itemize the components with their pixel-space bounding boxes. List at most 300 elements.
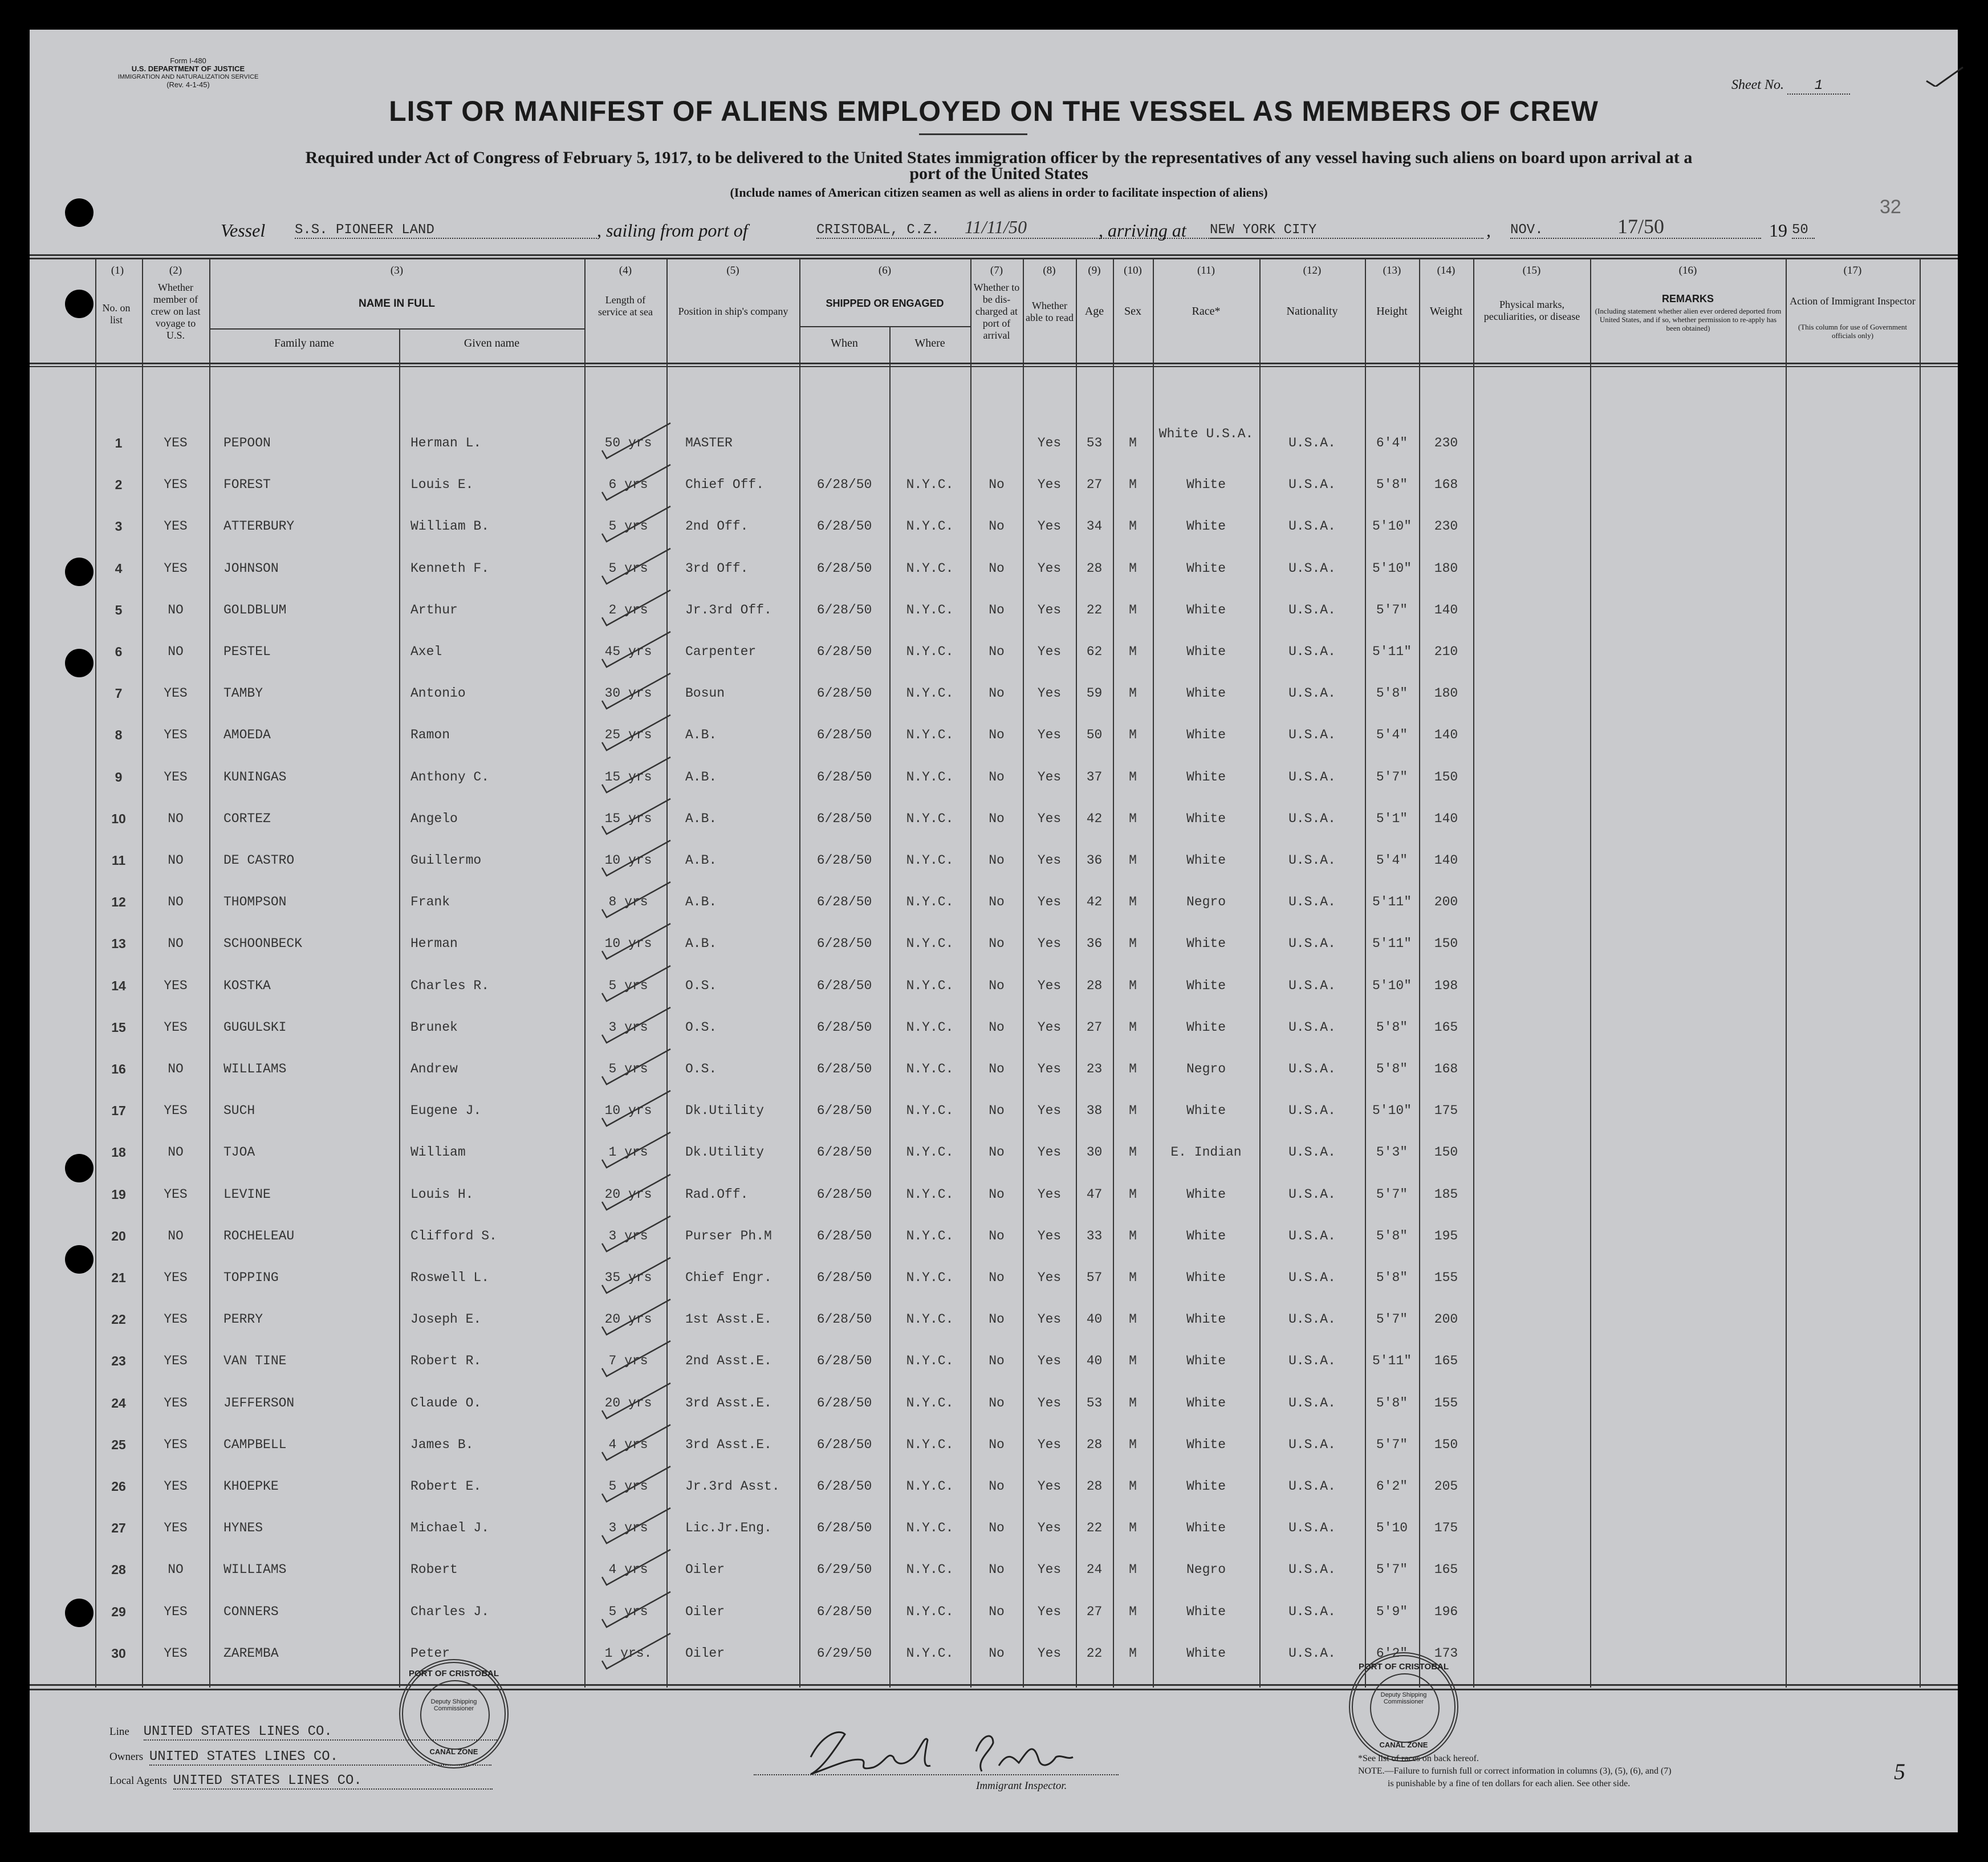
col7-header: Whether to be dis-charged at port of arrival <box>973 282 1020 341</box>
cell-when: 6/28/50 <box>816 686 872 701</box>
check-mark-icon <box>600 588 674 628</box>
cell-discharged: No <box>989 1395 1005 1410</box>
cell-service: 20 yrs <box>604 1312 652 1327</box>
cell-weight: 140 <box>1434 602 1458 617</box>
cell-read: Yes <box>1037 895 1062 910</box>
cell-where: N.Y.C. <box>906 727 954 743</box>
cell-race: White <box>1186 519 1226 534</box>
page-mark: 5 <box>1894 1759 1905 1784</box>
cell-where: N.Y.C. <box>906 1019 954 1035</box>
cell-family-name: ZAREMBA <box>223 1645 279 1661</box>
cell-service: 8 yrs <box>608 895 648 910</box>
col6-num: (6) <box>878 265 892 277</box>
cell-nationality: U.S.A. <box>1288 1062 1336 1076</box>
col7-num: (7) <box>990 265 1003 277</box>
check-mark-icon <box>600 1464 674 1504</box>
cell-given-name: William <box>410 1145 466 1160</box>
cell-no: 9 <box>115 769 123 784</box>
department: U.S. DEPARTMENT OF JUSTICE <box>131 64 245 73</box>
cell-crew: NO <box>168 1145 184 1160</box>
cell-race: White <box>1186 1019 1226 1035</box>
cell-where: N.Y.C. <box>906 1395 954 1410</box>
cell-age: 38 <box>1086 1103 1103 1119</box>
check-mark-icon <box>600 921 674 961</box>
cell-read: Yes <box>1037 436 1062 450</box>
cell-no: 27 <box>111 1521 126 1536</box>
cell-read: Yes <box>1037 1437 1062 1452</box>
cell-discharged: No <box>989 1103 1005 1119</box>
cell-weight: 140 <box>1434 853 1458 868</box>
cell-where: N.Y.C. <box>906 1562 954 1578</box>
cell-age: 23 <box>1086 1062 1103 1076</box>
cell-discharged: No <box>989 1645 1005 1661</box>
cell-family-name: PERRY <box>223 1312 263 1327</box>
cell-read: Yes <box>1037 1186 1062 1202</box>
cell-where: N.Y.C. <box>906 811 954 826</box>
cell-given-name: Anthony C. <box>410 769 490 784</box>
cell-read: Yes <box>1037 477 1062 493</box>
punch-hole <box>65 1599 93 1627</box>
punch-hole <box>65 649 93 677</box>
column-rule <box>1786 258 1787 1688</box>
cell-given-name: Charles J. <box>410 1604 490 1619</box>
cell-weight: 196 <box>1434 1604 1458 1619</box>
cell-crew: YES <box>164 1645 188 1661</box>
column-rule <box>970 258 971 1688</box>
cell-read: Yes <box>1037 1270 1062 1285</box>
cell-nationality: U.S.A. <box>1288 811 1336 826</box>
cell-service: 1 yrs. <box>604 1645 652 1661</box>
cell-read: Yes <box>1037 686 1062 701</box>
cell-sex: M <box>1129 727 1137 743</box>
cell-discharged: No <box>989 560 1005 576</box>
cell-age: 36 <box>1086 936 1103 952</box>
col4-num: (4) <box>619 265 632 277</box>
cell-given-name: James B. <box>410 1437 474 1452</box>
cell-where: N.Y.C. <box>906 1521 954 1536</box>
cell-service: 1 yrs <box>608 1145 648 1160</box>
cell-race: White U.S.A. <box>1158 426 1254 441</box>
stamp-zone-text: CANAL ZONE <box>1379 1741 1428 1749</box>
cell-crew: YES <box>164 1604 188 1619</box>
year-suffix: 50 <box>1792 222 1815 239</box>
cell-no: 16 <box>111 1062 126 1076</box>
cell-discharged: No <box>989 1019 1005 1035</box>
cell-crew: NO <box>168 853 184 868</box>
cell-read: Yes <box>1037 602 1062 617</box>
cell-family-name: FOREST <box>223 477 271 493</box>
cell-when: 6/28/50 <box>816 936 872 952</box>
cell-discharged: No <box>989 1228 1005 1243</box>
cell-sex: M <box>1129 936 1137 952</box>
cell-service: 10 yrs <box>604 936 652 952</box>
check-mark-icon <box>600 546 674 586</box>
check-mark-icon <box>600 713 674 753</box>
cell-weight: 150 <box>1434 936 1458 952</box>
cell-given-name: Antonio <box>410 686 466 701</box>
cell-crew: NO <box>168 602 184 617</box>
cell-age: 33 <box>1086 1228 1103 1243</box>
cell-when: 6/28/50 <box>816 978 872 993</box>
cell-where: N.Y.C. <box>906 686 954 701</box>
cell-discharged: No <box>989 811 1005 826</box>
cell-age: 36 <box>1086 853 1103 868</box>
cell-where: N.Y.C. <box>906 602 954 617</box>
cell-weight: 175 <box>1434 1103 1458 1119</box>
check-mark-icon <box>600 629 674 669</box>
col9-num: (9) <box>1088 265 1101 277</box>
cell-discharged: No <box>989 936 1005 952</box>
cell-race: White <box>1186 477 1226 493</box>
col17-num: (17) <box>1843 265 1862 277</box>
sheet-label: Sheet No. <box>1731 78 1784 92</box>
cell-discharged: No <box>989 686 1005 701</box>
cell-when: 6/28/50 <box>816 853 872 868</box>
form-number: Form I-480 <box>170 56 206 65</box>
cell-when: 6/29/50 <box>816 1645 872 1661</box>
cell-family-name: KUNINGAS <box>223 769 287 784</box>
cell-family-name: SCHOONBECK <box>223 936 303 952</box>
cell-where: N.Y.C. <box>906 1645 954 1661</box>
column-rule <box>1365 258 1366 1688</box>
cell-given-name: Michael J. <box>410 1521 490 1536</box>
cell-position: Purser Ph.M <box>685 1228 772 1243</box>
cell-nationality: U.S.A. <box>1288 727 1336 743</box>
vessel-name: S.S. PIONEER LAND <box>295 222 597 239</box>
cell-given-name: Louis E. <box>410 477 474 493</box>
note-fine: is punishable by a fine of ten dollars for each alien. See other side. <box>1388 1779 1631 1788</box>
column-rule <box>799 258 800 1688</box>
cell-no: 17 <box>111 1103 126 1119</box>
cell-age: 62 <box>1086 644 1103 659</box>
cell-read: Yes <box>1037 1312 1062 1327</box>
cell-sex: M <box>1129 1353 1137 1369</box>
cell-weight: 175 <box>1434 1521 1458 1536</box>
column-rule <box>142 258 143 1688</box>
subtitle-line-1: Required under Act of Congress of February 5, 1917, to be delivered to the United States immigration officer by the representatives of any vessel having such aliens on board upon arrival at a <box>305 148 1693 167</box>
cell-crew: YES <box>164 727 188 743</box>
cell-position: Dk.Utility <box>685 1103 765 1119</box>
footer-agents-value: UNITED STATES LINES CO. <box>173 1773 493 1790</box>
check-mark-icon <box>600 1047 674 1087</box>
cell-race: Negro <box>1186 1562 1226 1578</box>
cell-weight: 165 <box>1434 1353 1458 1369</box>
column-rule <box>209 258 210 1688</box>
cell-height: 5'7" <box>1376 1312 1408 1327</box>
cell-sex: M <box>1129 477 1137 493</box>
cell-when: 6/28/50 <box>816 1437 872 1452</box>
cell-where: N.Y.C. <box>906 1353 954 1369</box>
cell-age: 28 <box>1086 560 1103 576</box>
col16-subheader: (Including statement whether alien ever ordered deported from United States, and if so, whether permission to re-apply has been obtained) <box>1595 307 1782 332</box>
cell-discharged: No <box>989 895 1005 910</box>
cell-service: 4 yrs <box>608 1562 648 1578</box>
cell-crew: YES <box>164 519 188 534</box>
cell-crew: NO <box>168 1228 184 1243</box>
cell-when: 6/28/50 <box>816 519 872 534</box>
cell-height: 6'2" <box>1376 1645 1408 1661</box>
cell-position: O.S. <box>685 1062 717 1076</box>
cell-read: Yes <box>1037 1145 1062 1160</box>
cell-age: 42 <box>1086 811 1103 826</box>
cell-service: 7 yrs <box>608 1353 648 1369</box>
cell-given-name: Guillermo <box>410 853 482 868</box>
cell-no: 24 <box>111 1395 126 1410</box>
cell-given-name: Roswell L. <box>410 1270 490 1285</box>
cell-weight: 230 <box>1434 519 1458 534</box>
cell-discharged: No <box>989 477 1005 493</box>
cell-weight: 210 <box>1434 644 1458 659</box>
cell-sex: M <box>1129 895 1137 910</box>
cell-service: 6 yrs <box>608 477 648 493</box>
check-mark-icon <box>600 1589 674 1629</box>
cell-position: Oiler <box>685 1604 725 1619</box>
cell-where: N.Y.C. <box>906 895 954 910</box>
cell-position: 3rd Off. <box>685 560 749 576</box>
check-mark-icon <box>600 1422 674 1462</box>
vessel-label: Vessel <box>221 220 266 241</box>
cell-race: White <box>1186 560 1226 576</box>
column-rule <box>1259 258 1261 1688</box>
cell-no: 2 <box>115 477 123 493</box>
cell-sex: M <box>1129 602 1137 617</box>
cell-discharged: No <box>989 1479 1005 1494</box>
cell-sex: M <box>1129 811 1137 826</box>
cell-race: White <box>1186 853 1226 868</box>
cell-given-name: Frank <box>410 895 450 910</box>
cell-no: 14 <box>111 978 126 993</box>
cell-when: 6/28/50 <box>816 1270 872 1285</box>
cell-weight: 230 <box>1434 436 1458 450</box>
cell-race: Negro <box>1186 1062 1226 1076</box>
cell-given-name: Herman L. <box>410 436 482 450</box>
cell-service: 5 yrs <box>608 519 648 534</box>
cell-race: Negro <box>1186 895 1226 910</box>
cell-position: O.S. <box>685 1019 717 1035</box>
cell-position: Rad.Off. <box>685 1186 749 1202</box>
cell-weight: 165 <box>1434 1019 1458 1035</box>
cell-position: 2nd Off. <box>685 519 749 534</box>
cell-weight: 205 <box>1434 1479 1458 1494</box>
service-name: IMMIGRATION AND NATURALIZATION SERVICE <box>117 74 259 80</box>
cell-age: 28 <box>1086 1479 1103 1494</box>
cell-family-name: THOMPSON <box>223 895 287 910</box>
cell-sex: M <box>1129 1228 1137 1243</box>
cell-service: 30 yrs <box>604 686 652 701</box>
cell-no: 28 <box>111 1562 126 1578</box>
cell-service: 20 yrs <box>604 1186 652 1202</box>
check-mark-icon <box>600 462 674 502</box>
cell-nationality: U.S.A. <box>1288 978 1336 993</box>
cell-age: 24 <box>1086 1562 1103 1578</box>
cell-weight: 150 <box>1434 1145 1458 1160</box>
cell-service: 35 yrs <box>604 1270 652 1285</box>
check-mark-icon <box>600 504 674 544</box>
cell-where: N.Y.C. <box>906 1437 954 1452</box>
cell-read: Yes <box>1037 1062 1062 1076</box>
cell-service: 2 yrs <box>608 602 648 617</box>
year-prefix: 19 <box>1769 220 1787 241</box>
cell-crew: YES <box>164 1312 188 1327</box>
cell-sex: M <box>1129 1186 1137 1202</box>
cell-height: 5'10" <box>1372 519 1412 534</box>
col9-header: Age <box>1084 305 1104 318</box>
cell-discharged: No <box>989 1562 1005 1578</box>
cell-nationality: U.S.A. <box>1288 602 1336 617</box>
col3-num: (3) <box>390 265 404 277</box>
cell-service: 5 yrs <box>608 1062 648 1076</box>
cell-weight: 155 <box>1434 1395 1458 1410</box>
cell-weight: 168 <box>1434 477 1458 493</box>
cell-weight: 140 <box>1434 811 1458 826</box>
cell-race: White <box>1186 602 1226 617</box>
sailing-port: CRISTOBAL, C.Z. <box>816 222 1273 239</box>
col13-num: (13) <box>1383 265 1401 277</box>
cell-weight: 180 <box>1434 560 1458 576</box>
cell-crew: NO <box>168 644 184 659</box>
cell-no: 12 <box>111 895 126 910</box>
cell-no: 21 <box>111 1270 126 1285</box>
arrival-month: NOV. <box>1510 222 1761 239</box>
cell-sex: M <box>1129 978 1137 993</box>
cell-discharged: No <box>989 1062 1005 1076</box>
cell-position: MASTER <box>685 436 733 450</box>
column-rule <box>1590 258 1591 1688</box>
cell-height: 5'7" <box>1376 1437 1408 1452</box>
cell-given-name: Kenneth F. <box>410 560 490 576</box>
cell-when: 6/28/50 <box>816 1395 872 1410</box>
cell-nationality: U.S.A. <box>1288 1521 1336 1536</box>
cell-sex: M <box>1129 1062 1137 1076</box>
cell-no: 3 <box>115 519 123 534</box>
cell-where: N.Y.C. <box>906 936 954 952</box>
col2-num: (2) <box>169 265 182 277</box>
cell-when: 6/28/50 <box>816 811 872 826</box>
col11-header: Race* <box>1192 305 1221 318</box>
cell-height: 5'8" <box>1376 477 1408 493</box>
column-rule <box>95 258 96 1688</box>
cell-where: N.Y.C. <box>906 519 954 534</box>
cell-no: 30 <box>111 1645 126 1661</box>
stamp-inner-text: Deputy Shipping Commissioner <box>1380 1692 1427 1705</box>
cell-given-name: Clifford S. <box>410 1228 497 1243</box>
cell-family-name: WILLIAMS <box>223 1562 287 1578</box>
cell-sex: M <box>1129 1437 1137 1452</box>
check-mark-icon <box>600 671 674 711</box>
cell-service: 10 yrs <box>604 853 652 868</box>
cell-race: White <box>1186 1312 1226 1327</box>
cell-given-name: Robert R. <box>410 1353 482 1369</box>
page-title: LIST OR MANIFEST OF ALIENS EMPLOYED ON THE VESSEL AS MEMBERS OF CREW <box>389 95 1599 127</box>
cell-when: 6/28/50 <box>816 727 872 743</box>
cell-when: 6/28/50 <box>816 1228 872 1243</box>
cell-age: 28 <box>1086 1437 1103 1452</box>
cell-position: 3rd Asst.E. <box>685 1437 772 1452</box>
cell-no: 23 <box>111 1353 126 1369</box>
cell-position: A.B. <box>685 769 717 784</box>
cell-sex: M <box>1129 686 1137 701</box>
cell-where: N.Y.C. <box>906 1479 954 1494</box>
cell-service: 15 yrs <box>604 811 652 826</box>
cell-height: 5'8" <box>1376 686 1408 701</box>
cell-height: 5'4" <box>1376 727 1408 743</box>
cell-race: White <box>1186 727 1226 743</box>
sailing-label: , sailing from port of <box>597 220 748 241</box>
cell-age: 22 <box>1086 602 1103 617</box>
cell-position: A.B. <box>685 727 717 743</box>
cell-position: A.B. <box>685 853 717 868</box>
arriving-port: NEW YORK CITY <box>1210 222 1483 239</box>
cell-height: 5'4" <box>1376 853 1408 868</box>
cell-when: 6/28/50 <box>816 560 872 576</box>
cell-family-name: KOSTKA <box>223 978 271 993</box>
cell-crew: NO <box>168 811 184 826</box>
cell-family-name: GOLDBLUM <box>223 602 287 617</box>
cell-age: 22 <box>1086 1521 1103 1536</box>
cell-race: White <box>1186 811 1226 826</box>
check-mark-icon <box>600 1381 674 1421</box>
col6-header: SHIPPED OR ENGAGED <box>826 298 944 309</box>
cell-service: 25 yrs <box>604 727 652 743</box>
cell-nationality: U.S.A. <box>1288 1019 1336 1035</box>
col1-num: (1) <box>111 265 124 277</box>
cell-family-name: PESTEL <box>223 644 271 659</box>
cell-weight: 168 <box>1434 1062 1458 1076</box>
col6-when-header: When <box>831 337 858 349</box>
cell-no: 5 <box>115 602 123 617</box>
cell-given-name: Peter <box>410 1645 450 1661</box>
cell-read: Yes <box>1037 727 1062 743</box>
cell-race: White <box>1186 978 1226 993</box>
cell-race: White <box>1186 769 1226 784</box>
cell-read: Yes <box>1037 978 1062 993</box>
cell-crew: NO <box>168 1062 184 1076</box>
cell-position: 1st Asst.E. <box>685 1312 772 1327</box>
revision: (Rev. 4-1-45) <box>166 80 210 89</box>
cell-when: 6/28/50 <box>816 1186 872 1202</box>
cell-weight: 150 <box>1434 1437 1458 1452</box>
cell-position: A.B. <box>685 895 717 910</box>
arriving-label: , arriving at <box>1099 220 1186 241</box>
column-rule <box>1473 258 1474 1688</box>
cell-nationality: U.S.A. <box>1288 1270 1336 1285</box>
cell-race: White <box>1186 1479 1226 1494</box>
cell-sex: M <box>1129 1312 1137 1327</box>
cell-height: 5'7" <box>1376 602 1408 617</box>
punch-hole <box>65 198 93 227</box>
cell-family-name: JOHNSON <box>223 560 279 576</box>
cell-race: White <box>1186 1270 1226 1285</box>
cell-weight: 155 <box>1434 1270 1458 1285</box>
cell-crew: YES <box>164 560 188 576</box>
cell-position: Carpenter <box>685 644 757 659</box>
stamp-port-text: PORT OF CRISTOBAL <box>408 1669 499 1678</box>
cell-nationality: U.S.A. <box>1288 1604 1336 1619</box>
cell-service: 5 yrs <box>608 560 648 576</box>
cell-family-name: KHOEPKE <box>223 1479 279 1494</box>
arrival-day: 17/50 <box>1617 215 1665 238</box>
footer-line-value: UNITED STATES LINES CO. <box>144 1724 497 1741</box>
cell-position: A.B. <box>685 936 717 952</box>
cell-crew: NO <box>168 936 184 952</box>
col2-header: Whether member of crew on last voyage to U.S. <box>151 282 201 341</box>
cell-weight: 173 <box>1434 1645 1458 1661</box>
cell-age: 27 <box>1086 1019 1103 1035</box>
cell-family-name: VAN TINE <box>223 1353 287 1369</box>
col16-header: REMARKS <box>1661 293 1714 304</box>
check-mark-icon <box>600 1005 674 1045</box>
col10-num: (10) <box>1124 265 1142 277</box>
